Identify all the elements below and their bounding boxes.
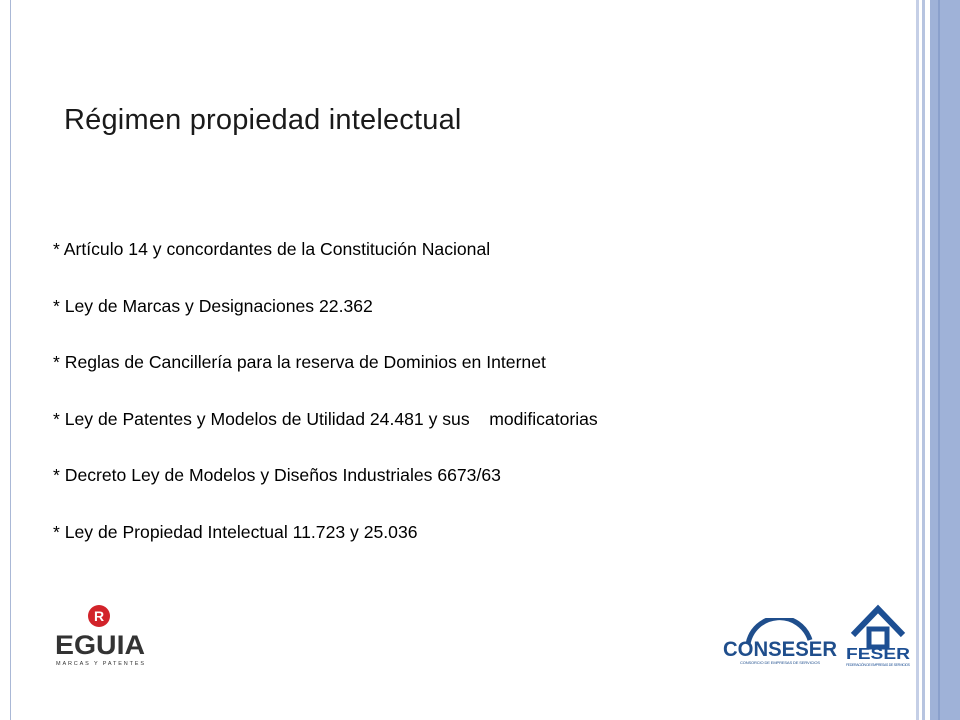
conseser-logo — [720, 618, 840, 668]
svg-text:FEDERACIÓN DE EMPRESAS DE SERV: FEDERACIÓN DE EMPRESAS DE SERVICIOS — [846, 663, 910, 667]
eguia-logo — [52, 604, 152, 668]
feser-logo — [843, 603, 913, 669]
slide-frame-right-bars — [916, 0, 960, 720]
bullet-list — [53, 237, 598, 576]
slide-frame-left-line — [10, 0, 11, 720]
bullet-item: * Artículo 14 y concordantes de la Constitución Nacional — [53, 239, 491, 259]
svg-text:MARCAS Y PATENTES: MARCAS Y PATENTES — [56, 661, 144, 667]
svg-text:FESER: FESER — [846, 646, 911, 663]
bullet-item: * Ley de Patentes y Modelos de Utilidad 24.481 y sus modificatorias — [53, 408, 598, 429]
bullet-item: * Ley de Propiedad Intelectual 11.723 y 25.036 — [53, 521, 418, 542]
svg-text:EGUIA: EGUIA — [55, 630, 145, 660]
bullet-item: * Decreto Ley de Modelos y Diseños Industriales 6673/63 — [53, 465, 501, 485]
bullet-item: * Ley de Marcas y Designaciones 22.362 — [53, 295, 373, 316]
bullet-item: * Reglas de Cancillería para la reserva de Dominios en Internet — [53, 352, 546, 372]
svg-text:CONSESER: CONSESER — [723, 638, 837, 661]
slide-title: Régimen propiedad intelectual — [64, 104, 462, 136]
svg-text:R: R — [93, 608, 105, 624]
svg-text:CONSORCIO DE EMPRESAS DE SERVI: CONSORCIO DE EMPRESAS DE SERVICIOS — [740, 660, 820, 665]
